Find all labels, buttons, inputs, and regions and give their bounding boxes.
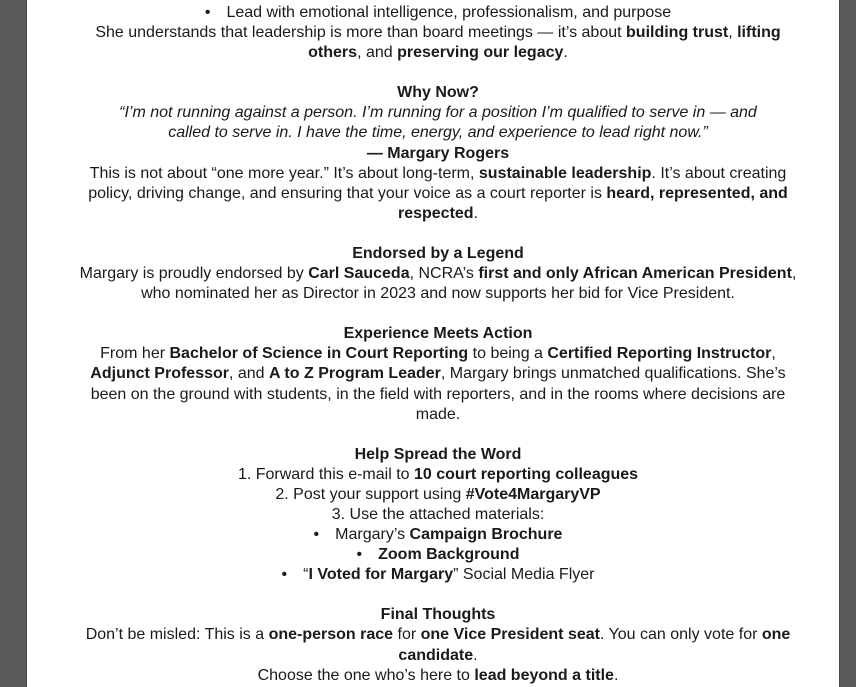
final-paragraph: Don’t be misled: This is a one-person race for one Vice President seat. You can only vote for one candidate.	[85, 626, 791, 664]
spread-item-2: 2. Post your support using #Vote4MargaryVP	[275, 485, 601, 503]
experience-paragraph: From her Bachelor of Science in Court Reporting to being a Certified Reporting Instructor, Adjunct Professor, and A to Z Program Leader, Margary brings unmatched qualifications. She’s been on the ground with students, in the field with reporters, and in the rooms where decisions are made.	[90, 345, 786, 423]
why-now-paragraph: This is not about “one more year.” It’s about long-term, sustainable leadership. It’s about creating policy, driving change, and ensuring that your voice as a court reporter is heard, represented, and respected.	[88, 164, 788, 222]
intro-bullet-item: • Lead with emotional intelligence, professionalism, and purpose	[77, 3, 799, 23]
email-page	[26, 0, 840, 687]
email-body	[77, 3, 799, 686]
spread-item-1: 1. Forward this e-mail to 10 court reporting colleagues	[237, 465, 639, 483]
final-closing-line: Choose the one who’s here to lead beyond a title.	[257, 666, 619, 684]
endorsed-heading: Endorsed by a Legend	[352, 244, 524, 262]
materials-item-zoom: • Zoom Background	[77, 545, 799, 565]
spread-heading: Help Spread the Word	[354, 445, 522, 463]
spread-item-3: 3. Use the attached materials:	[331, 505, 545, 523]
final-heading: Final Thoughts	[380, 606, 496, 624]
materials-item-flyer: • “I Voted for Margary” Social Media Flyer	[77, 565, 799, 585]
experience-heading: Experience Meets Action	[343, 325, 533, 343]
quote-attribution: — Margary Rogers	[366, 144, 510, 162]
candidate-quote: “I’m not running against a person. I’m running for a position I’m qualified to serve in — and called to serve in. I have the time, energy, and experience to lead right now.”	[119, 104, 757, 142]
materials-item-brochure: • Margary’s Campaign Brochure	[77, 525, 799, 545]
why-now-heading: Why Now?	[397, 84, 479, 102]
endorsed-paragraph: Margary is proudly endorsed by Carl Sauceda, NCRA’s first and only African American President, who nominated her as Director in 2023 and now supports her bid for Vice President.	[79, 265, 797, 303]
intro-paragraph: She understands that leadership is more than board meetings — it’s about building trust, lifting others, and preserving our legacy.	[95, 24, 781, 62]
